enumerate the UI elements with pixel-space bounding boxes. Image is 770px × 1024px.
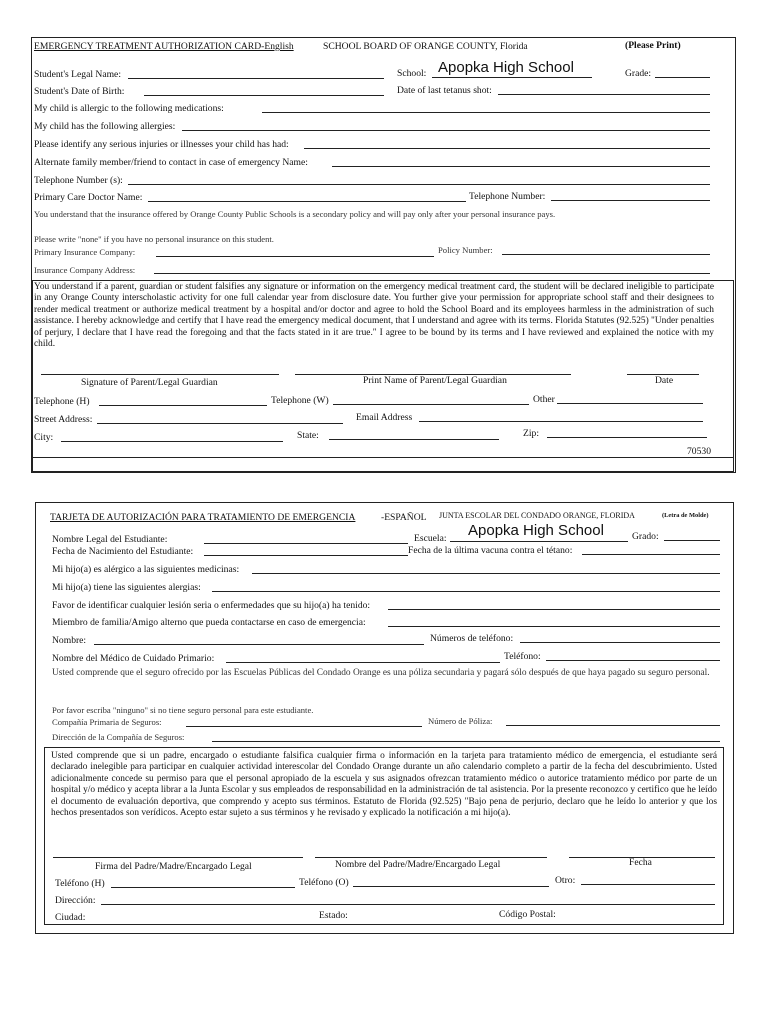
signature-label: Firma del Padre/Madre/Encargado Legal xyxy=(95,861,252,872)
city-label: City: xyxy=(34,432,54,443)
tetanus-field[interactable] xyxy=(582,554,720,555)
insurance-address-field[interactable] xyxy=(212,741,720,742)
dob-field[interactable] xyxy=(144,95,384,96)
print-note: (Please Print) xyxy=(625,40,681,51)
allergies-field[interactable] xyxy=(212,591,720,592)
print-note: (Letra de Molde) xyxy=(662,512,709,519)
form-number: 70530 xyxy=(687,446,711,457)
telephone-label: Telephone Number (s): xyxy=(34,175,123,186)
city-field[interactable] xyxy=(61,441,283,442)
insurance-address-label: Dirección de la Compañía de Seguros: xyxy=(52,732,185,742)
insurance-company-field[interactable] xyxy=(186,726,422,727)
alternate-contact-label: Alternate family member/friend to contact in case of emergency Name: xyxy=(34,157,308,168)
consent-text: You understand if a parent, guardian or student falsifies any signature or information on the emergency medical treatment card, the student will be declared ineligible to participate in any Orange County interscholastic activity for one full calendar year from disclosure date. You further give your permission for appropriate school staff and their designees to render medical treatment or authorize medical treatment by a hospital and/or doctor and agree to hold the School Board and its employees harmless in the administration of such assistance. I hereby acknowledge and certify that I have read the emergency medical document, that I understand and agree with its terms. Florida Statutes (92.525) "Under penalties of perjury, I declare that I have read the foregoing and that the facts stated in it are true." I agree to be bound by its terms and I have reviewed and explained the notice with my child. xyxy=(34,282,714,350)
tetanus-label: Fecha de la última vacuna contra el tétano: xyxy=(408,545,573,556)
telephone-field[interactable] xyxy=(128,184,710,185)
insurance-company-label: Compañía Primaria de Seguros: xyxy=(52,717,162,727)
signature-field[interactable] xyxy=(41,374,279,375)
grade-field[interactable] xyxy=(664,540,720,541)
consent-text: Usted comprende que si un padre, encargado o estudiante falsifica cualquier firma o información en la tarjeta para tratamiento médico de emergencia, el estudiante será declarado inelegible para participar en cualquier actividad interescolar del Condado Orange durante un año calendario completo a partir de la fecha del descubrimiento. Usted adicionalmente concede su permiso para que el personal apropiado de la escuela y sus asignados ofrezcan tratamiento médico o autorice tratamiento médico por parte de un hospital y/o médico y acepta librar a la Junta Escolar y sus empleados de responsabilidad en la administración de tal asistencia. Por la presente reconozco y certifico que he leído el documento de evaluación deportiva, que comprendo y acepto sus términos. Estatuto de Florida (92.525) "Bajo pena de perjurio, declaro que he leído lo anterior y que los hechos presentados son verídicos. Acepto estar sujeto a sus términos y he revisado y explicado la notificación a mi hijo(a). xyxy=(51,751,717,819)
zip-label: Zip: xyxy=(523,428,539,439)
no-insurance-note: Please write "none" if you have no personal insurance on this student. xyxy=(34,234,274,244)
policy-number-label: Número de Póliza: xyxy=(428,716,493,726)
consent-box xyxy=(32,280,734,472)
insurance-note: You understand that the insurance offered by Orange County Public Schools is a secondary policy and will pay only after your personal insurance pays. xyxy=(34,209,556,219)
injuries-field[interactable] xyxy=(388,609,720,610)
doctor-phone-field[interactable] xyxy=(546,660,720,661)
insurance-company-label: Primary Insurance Company: xyxy=(34,247,136,257)
email-field[interactable] xyxy=(419,421,703,422)
tetanus-field[interactable] xyxy=(498,94,710,95)
phone-work-field[interactable] xyxy=(333,404,529,405)
other-phone-label: Otro: xyxy=(555,875,576,886)
school-board-name: SCHOOL BOARD OF ORANGE COUNTY, Florida xyxy=(323,41,528,52)
footer-rule xyxy=(33,457,733,458)
insurance-address-field[interactable] xyxy=(154,273,710,274)
address-label: Dirección: xyxy=(55,895,96,906)
print-name-label: Print Name of Parent/Legal Guardian xyxy=(363,375,507,386)
medications-field[interactable] xyxy=(262,112,710,113)
phone-office-label: Teléfono (O) xyxy=(299,877,349,888)
print-name-label: Nombre del Padre/Madre/Encargado Legal xyxy=(335,859,501,870)
state-label: State: xyxy=(297,430,319,441)
policy-number-field[interactable] xyxy=(502,254,710,255)
grade-label: Grade: xyxy=(625,68,652,79)
medications-field[interactable] xyxy=(252,573,720,574)
medications-label: My child is allergic to the following medications: xyxy=(34,103,224,114)
grade-field[interactable] xyxy=(655,77,710,78)
school-label: School: xyxy=(397,68,427,79)
doctor-phone-label: Telephone Number: xyxy=(469,191,546,202)
print-name-field[interactable] xyxy=(315,857,547,858)
zip-label: Código Postal: xyxy=(499,909,556,920)
city-label: Ciudad: xyxy=(55,912,86,923)
spanish-card xyxy=(35,502,734,934)
alternate-contact-field[interactable] xyxy=(388,626,720,627)
policy-number-label: Policy Number: xyxy=(438,245,493,255)
school-value: Apopka High School xyxy=(438,59,574,76)
street-label: Street Address: xyxy=(34,414,93,425)
tetanus-label: Date of last tetanus shot: xyxy=(397,85,492,96)
insurance-address-label: Insurance Company Address: xyxy=(34,265,136,275)
policy-number-field[interactable] xyxy=(506,725,720,726)
phone-home-field[interactable] xyxy=(99,405,267,406)
date-label: Date xyxy=(655,375,674,386)
phone-home-label: Teléfono (H) xyxy=(55,878,105,889)
student-name-field[interactable] xyxy=(204,543,408,544)
date-label: Fecha xyxy=(629,857,652,868)
other-phone-label: Other xyxy=(533,394,555,405)
injuries-label: Please identify any serious injuries or illnesses your child has had: xyxy=(34,139,289,150)
student-name-label: Nombre Legal del Estudiante: xyxy=(52,534,168,545)
english-card xyxy=(31,37,736,473)
insurance-note: Usted comprende que el seguro ofrecido por las Escuelas Públicas del Condado Orange es una póliza secundaria y pagará sólo después de que haya pagado su seguro personal. xyxy=(52,668,710,678)
card-title: TARJETA DE AUTORIZACIÓN PARA TRATAMIENTO DE EMERGENCIA xyxy=(50,512,356,523)
state-field[interactable] xyxy=(329,439,499,440)
school-label: Escuela: xyxy=(414,533,447,544)
card-title: EMERGENCY TREATMENT AUTHORIZATION CARD-English xyxy=(34,41,294,52)
consent-box xyxy=(44,747,724,925)
doctor-phone-field[interactable] xyxy=(551,200,710,201)
grade-label: Grado: xyxy=(632,531,659,542)
alternate-name-field[interactable] xyxy=(94,644,424,645)
school-field[interactable] xyxy=(432,77,592,78)
alternate-contact-label: Miembro de familia/Amigo alterno que pueda contactarse en caso de emergencia: xyxy=(52,617,366,628)
dob-label: Student's Date of Birth: xyxy=(34,86,125,97)
student-name-field[interactable] xyxy=(128,78,384,79)
insurance-company-field[interactable] xyxy=(156,256,434,257)
injuries-field[interactable] xyxy=(304,148,710,149)
phone-home-field[interactable] xyxy=(111,887,295,888)
doctor-field[interactable] xyxy=(226,662,500,663)
doctor-label: Primary Care Doctor Name: xyxy=(34,192,143,203)
school-board-name: JUNTA ESCOLAR DEL CONDADO ORANGE, FLORIDA xyxy=(439,511,635,520)
signature-field[interactable] xyxy=(53,857,303,858)
phone-home-label: Telephone (H) xyxy=(34,396,90,407)
other-phone-field[interactable] xyxy=(557,403,703,404)
email-label: Email Address xyxy=(356,412,413,423)
medications-label: Mi hijo(a) es alérgico a las siguientes medicinas: xyxy=(52,564,240,575)
signature-label: Signature of Parent/Legal Guardian xyxy=(81,377,218,388)
school-value: Apopka High School xyxy=(468,522,604,539)
alternate-contact-field[interactable] xyxy=(332,166,710,167)
address-field[interactable] xyxy=(101,904,715,905)
state-label: Estado: xyxy=(319,910,348,921)
student-name-label: Student's Legal Name: xyxy=(34,69,121,80)
phone-office-field[interactable] xyxy=(353,886,549,887)
no-insurance-note: Por favor escriba "ninguno" si no tiene seguro personal para este estudiante. xyxy=(52,705,314,715)
injuries-label: Favor de identificar cualquier lesión seria o enfermedades que su hijo(a) ha tenido: xyxy=(52,600,371,611)
alternate-name-label: Nombre: xyxy=(52,635,87,646)
dob-field[interactable] xyxy=(204,555,408,556)
doctor-label: Nombre del Médico de Cuidado Primario: xyxy=(52,653,215,664)
card-title-suffix: -ESPAÑOL xyxy=(381,512,427,523)
school-field[interactable] xyxy=(450,541,628,542)
street-field[interactable] xyxy=(97,423,343,424)
phone-numbers-label: Números de teléfono: xyxy=(430,633,514,644)
zip-field[interactable] xyxy=(547,437,707,438)
other-phone-field[interactable] xyxy=(581,884,715,885)
allergies-label: My child has the following allergies: xyxy=(34,121,176,132)
dob-label: Fecha de Nacimiento del Estudiante: xyxy=(52,546,194,557)
doctor-phone-label: Teléfono: xyxy=(504,651,541,662)
allergies-label: Mi hijo(a) tiene las siguientes alergias: xyxy=(52,582,201,593)
allergies-field[interactable] xyxy=(182,130,710,131)
doctor-field[interactable] xyxy=(148,201,466,202)
phone-numbers-field[interactable] xyxy=(520,642,720,643)
phone-work-label: Telephone (W) xyxy=(271,395,329,406)
